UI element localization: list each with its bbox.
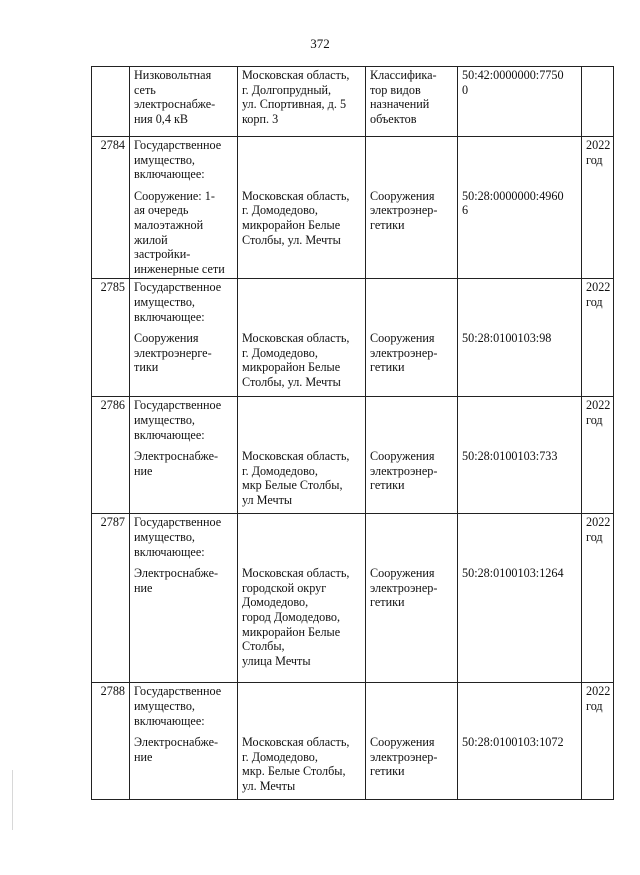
- row-number: 2788: [100, 684, 125, 699]
- name-line: электроэнерге-: [134, 345, 212, 360]
- cadastral-line: 0: [462, 82, 469, 97]
- table-row: [92, 67, 614, 137]
- classification-cell: [366, 683, 458, 800]
- address-line: город Домодедово,: [242, 609, 341, 624]
- year-line: 2022: [586, 398, 611, 413]
- cadastral-number-cell: [458, 279, 582, 397]
- address-line: Московская область,: [242, 449, 350, 464]
- cadastral-line: 50:28:0100103:98: [462, 331, 552, 346]
- row-number-cell: [92, 683, 130, 800]
- address-cell: [238, 683, 366, 800]
- address-line: г. Домодедово,: [242, 203, 318, 218]
- name-header-line: Государственное: [134, 515, 222, 530]
- classification-line: Сооружения: [370, 188, 435, 203]
- classification-line: гетики: [370, 360, 405, 375]
- year-cell: [582, 137, 614, 279]
- year-line: год: [586, 294, 603, 309]
- classification-line: Сооружения: [370, 449, 435, 464]
- name-line: застройки-: [134, 247, 191, 262]
- scan-artifact: [12, 770, 13, 830]
- spacer: [242, 280, 361, 331]
- address-line: микрорайон Белые: [242, 624, 341, 639]
- year-cell: [582, 67, 614, 137]
- page-number: 372: [310, 36, 330, 51]
- name-line: инженерные сети: [134, 261, 225, 276]
- name-line: жилой: [134, 232, 168, 247]
- year-cell: [582, 514, 614, 683]
- table-row: [92, 514, 614, 683]
- spacer: [462, 515, 577, 566]
- name-line: малоэтажной: [134, 217, 204, 232]
- name-header-line: имущество,: [134, 529, 195, 544]
- row-number: 2785: [100, 280, 125, 295]
- classification-cell: [366, 397, 458, 514]
- year-cell: [582, 397, 614, 514]
- row-number: 2786: [100, 398, 125, 413]
- classification-line: электроэнер-: [370, 749, 438, 764]
- classification-line: Сооружения: [370, 735, 435, 750]
- address-line: Московская область,: [242, 566, 350, 581]
- table-row: [92, 137, 614, 279]
- address-line: мкр Белые Столбы,: [242, 478, 343, 493]
- spacer: [242, 138, 361, 189]
- spacer: [370, 515, 453, 566]
- classification-line: гетики: [370, 764, 405, 779]
- address-cell: [238, 514, 366, 683]
- classification-line: тор видов: [370, 82, 421, 97]
- name-header-line: включающее:: [134, 167, 205, 182]
- address-line: Московская область,: [242, 735, 350, 750]
- row-number: 2784: [100, 138, 125, 152]
- name-line: Электроснабже-: [134, 566, 219, 581]
- cadastral-line: 50:42:0000000:7750: [462, 68, 564, 82]
- object-name-cell: [130, 683, 238, 800]
- cadastral-number-cell: [458, 514, 582, 683]
- name-header-line: включающее:: [134, 309, 205, 324]
- table-row: [92, 397, 614, 514]
- name-header-line: включающее:: [134, 713, 205, 728]
- name-header-line: Государственное: [134, 684, 222, 699]
- address-cell: [238, 397, 366, 514]
- object-name-cell: [130, 137, 238, 279]
- spacer: [370, 280, 453, 331]
- row-number: 2787: [100, 515, 125, 530]
- spacer: [242, 398, 361, 449]
- address-line: мкр. Белые Столбы,: [242, 764, 346, 779]
- name-line: ая очередь: [134, 203, 189, 218]
- table-row: [92, 683, 614, 800]
- name-line: ние: [134, 463, 153, 478]
- name-header-line: имущество,: [134, 698, 195, 713]
- classification-line: гетики: [370, 217, 405, 232]
- year-line: год: [586, 529, 603, 544]
- classification-line: электроэнер-: [370, 463, 438, 478]
- spacer: [462, 280, 577, 331]
- year-line: 2022: [586, 684, 611, 699]
- classification-line: объектов: [370, 111, 417, 126]
- name-line: сеть: [134, 82, 156, 97]
- cadastral-number-cell: [458, 67, 582, 137]
- address-line: г. Домодедово,: [242, 749, 318, 764]
- address-line: г. Домодедово,: [242, 345, 318, 360]
- classification-cell: [366, 279, 458, 397]
- classification-line: гетики: [370, 595, 405, 610]
- classification-line: Сооружения: [370, 566, 435, 581]
- spacer: [134, 324, 233, 331]
- classification-line: назначений: [370, 97, 430, 112]
- name-header-line: имущество,: [134, 412, 195, 427]
- row-number-cell: [92, 137, 130, 279]
- spacer: [462, 684, 577, 735]
- year-line: год: [586, 152, 603, 167]
- address-cell: [238, 67, 366, 137]
- spacer: [242, 515, 361, 566]
- cadastral-number-cell: [458, 397, 582, 514]
- name-line: тики: [134, 360, 159, 375]
- row-number-cell: [92, 514, 130, 683]
- property-registry-table: [91, 66, 614, 800]
- spacer: [134, 559, 233, 566]
- cadastral-number-cell: [458, 683, 582, 800]
- address-line: микрорайон Белые: [242, 360, 341, 375]
- name-line: ния 0,4 кВ: [134, 111, 189, 126]
- name-line: Низковольтная: [134, 68, 212, 82]
- address-line: Домодедово,: [242, 595, 309, 610]
- classification-cell: [366, 514, 458, 683]
- row-number-cell: [92, 397, 130, 514]
- address-line: Столбы,: [242, 639, 285, 654]
- registry-table-body: [92, 67, 614, 800]
- classification-cell: [366, 67, 458, 137]
- spacer: [370, 398, 453, 449]
- year-cell: [582, 683, 614, 800]
- spacer: [370, 684, 453, 735]
- address-line: Московская область,: [242, 331, 350, 346]
- spacer: [134, 728, 233, 735]
- name-line: Электроснабже-: [134, 735, 219, 750]
- address-line: г. Долгопрудный,: [242, 82, 332, 97]
- address-line: Столбы, ул. Мечты: [242, 232, 341, 247]
- year-cell: [582, 279, 614, 397]
- name-header-line: Государственное: [134, 280, 222, 295]
- year-line: 2022: [586, 138, 611, 152]
- cadastral-line: 50:28:0100103:733: [462, 449, 558, 464]
- spacer: [134, 442, 233, 449]
- cadastral-line: 50:28:0000000:4960: [462, 188, 564, 203]
- spacer: [370, 138, 453, 189]
- year-line: 2022: [586, 280, 611, 295]
- cadastral-line: 50:28:0100103:1264: [462, 566, 564, 581]
- address-line: Московская область,: [242, 68, 350, 82]
- address-line: ул Мечты: [242, 492, 293, 507]
- name-line: ние: [134, 580, 153, 595]
- object-name-cell: [130, 67, 238, 137]
- cadastral-line: 6: [462, 203, 469, 218]
- row-number-cell: [92, 67, 130, 137]
- spacer: [134, 182, 233, 189]
- year-line: год: [586, 698, 603, 713]
- name-line: Сооружения: [134, 331, 199, 346]
- table-row: [92, 279, 614, 397]
- spacer: [242, 684, 361, 735]
- address-line: Столбы, ул. Мечты: [242, 374, 341, 389]
- classification-cell: [366, 137, 458, 279]
- row-number-cell: [92, 279, 130, 397]
- address-line: Московская область,: [242, 188, 350, 203]
- address-line: г. Домодедово,: [242, 463, 318, 478]
- spacer: [462, 138, 577, 189]
- address-cell: [238, 137, 366, 279]
- name-line: электроснабже-: [134, 97, 216, 112]
- name-header-line: Государственное: [134, 398, 222, 413]
- address-line: ул. Мечты: [242, 778, 296, 793]
- name-line: Электроснабже-: [134, 449, 219, 464]
- object-name-cell: [130, 279, 238, 397]
- classification-line: электроэнер-: [370, 345, 438, 360]
- address-cell: [238, 279, 366, 397]
- classification-line: гетики: [370, 478, 405, 493]
- cadastral-number-cell: [458, 137, 582, 279]
- address-line: городской округ: [242, 580, 327, 595]
- name-line: Сооружение: 1-: [134, 188, 215, 203]
- name-header-line: имущество,: [134, 294, 195, 309]
- classification-line: электроэнер-: [370, 580, 438, 595]
- year-line: год: [586, 412, 603, 427]
- name-header-line: включающее:: [134, 544, 205, 559]
- name-header-line: включающее:: [134, 427, 205, 442]
- classification-line: электроэнер-: [370, 203, 438, 218]
- classification-line: Классифика-: [370, 68, 437, 82]
- cadastral-line: 50:28:0100103:1072: [462, 735, 564, 750]
- object-name-cell: [130, 514, 238, 683]
- classification-line: Сооружения: [370, 331, 435, 346]
- year-line: 2022: [586, 515, 611, 530]
- address-line: улица Мечты: [242, 653, 311, 668]
- name-header-line: имущество,: [134, 152, 195, 167]
- address-line: ул. Спортивная, д. 5: [242, 97, 347, 112]
- address-line: корп. 3: [242, 111, 279, 126]
- address-line: микрорайон Белые: [242, 217, 341, 232]
- name-header-line: Государственное: [134, 138, 222, 152]
- name-line: ние: [134, 749, 153, 764]
- object-name-cell: [130, 397, 238, 514]
- spacer: [462, 398, 577, 449]
